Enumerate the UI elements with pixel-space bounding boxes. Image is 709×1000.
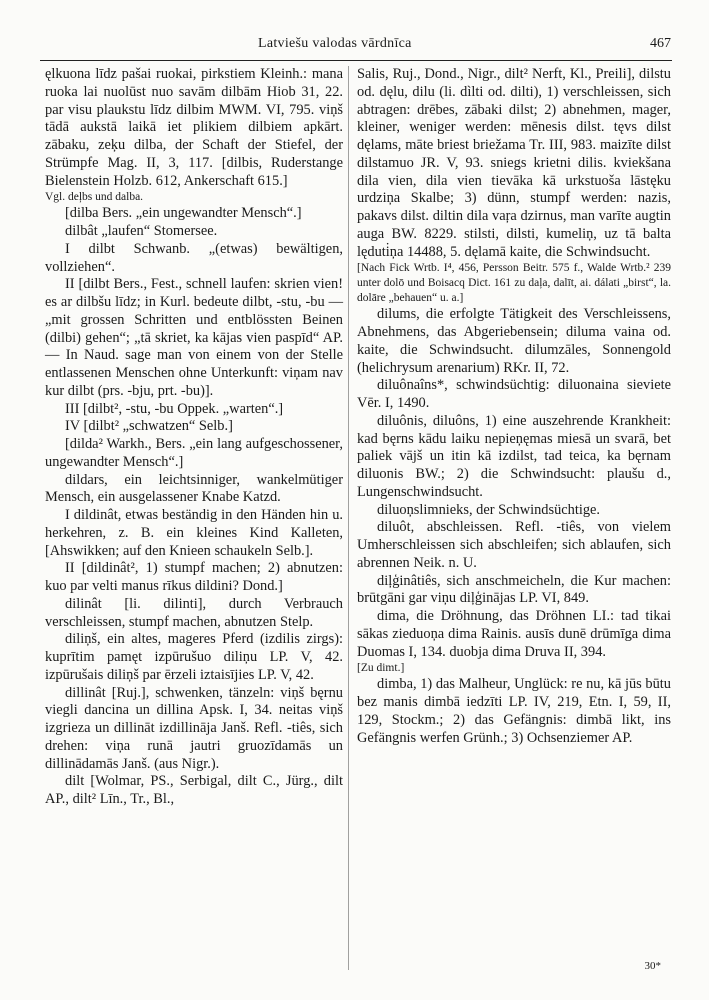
dictionary-entry: [dilda² Warkh., Bers. „ein lang aufgeschossener, ungewandter Mensch“.] [45, 436, 343, 470]
dictionary-entry: IV [dilbt² „schwatzen“ Selb.] [65, 418, 233, 435]
dictionary-entry: III [dilbt², -stu, -bu Oppek. „warten“.] [65, 400, 284, 417]
dictionary-entry: dimba, 1) das Malheur, Unglück: re nu, kā jūs būtu bez manis dimbā iedzīti LP. IV, 219, Etn. I, 59, II, 129, Stockm.; 2) das Gefängnis: dimbā likt, ins Gefängnis werfen Grünh.; 3) Ochsenziemer AP. [357, 676, 671, 746]
dictionary-entry: diluoņslimnieks, der Schwindsüchtige. [377, 501, 601, 518]
dictionary-entry: dildars, ein leichtsinniger, wankelmütiger Mensch, ein ausgelassener Knabe Katzd. [45, 471, 343, 506]
page-header [0, 36, 709, 58]
dictionary-entry: dima, die Dröhnung, das Dröhnen LI.: tad tikai sākas zieduoņa dima Rainis. ausīs dunē drūmīga dima Duomas I, 134. duobja dima Druva II, 394. [357, 608, 671, 660]
dictionary-entry: II [dildinât², 1) stumpf machen; 2) abnutzen: kuo par velti manus rīkus dildini? Dond.] [45, 560, 343, 594]
dictionary-entry: dilinât [li. dilinti], durch Verbrauch verschleissen, stumpf machen, abnutzen Stelp. [45, 595, 343, 630]
small-note: [Zu dimt.] [357, 662, 405, 675]
dictionary-entry: dillinât [Ruj.], schwenken, tänzeln: viņš bęrnu viegli dancina un dillina Apsk. I, 34. neitas viņš izgrieza un dillināt izdillināja Janš. Refl. -tiês, sich drehen: viņa runā jautri gruozīdamās un dillinādamās Janš. (aus Nigr.). [45, 684, 343, 772]
dictionary-entry: diliņš, ein altes, mageres Pferd (izdilis zirgs): kuprītim pamęt izpūrušuo diliņu LP. V, 42. izpūrušais diliņš par ērzeli iztaisījies LP. V, 42. [45, 631, 343, 683]
dictionary-entry: diluônaîns*, schwindsüchtig: diluonaina sieviete Vēr. I, 1490. [357, 377, 671, 411]
dictionary-entry: II [dilbt Bers., Fest., schnell laufen: skrien vien! es ar dilbšu līdz; in Kurl. bedeute dilbt, -stu, -bu — „mit grossen Schritten und entblössten Beinen (dilbi) gehen“; „tā skriet, ka kājas vien paspīd“ AP. — In Naud. sage man von einem von der Stelle entlassenen Menschen ohne Unterkunft: viņam nav kur dilbt (prs. -bju, prt. -bu)]. [45, 276, 343, 399]
dictionary-entry: diluôt, abschleissen. Refl. -tiês, von vielem Umherschleissen sich abschleifen; sich ablaufen, sich abrennen Neik. n. U. [357, 519, 671, 571]
header-rule [40, 60, 672, 61]
dictionary-entry: I dilbt Schwanb. „(etwas) bewältigen, vollziehen“. [45, 240, 343, 275]
column-divider [348, 66, 349, 970]
page-number: 467 [650, 36, 671, 51]
left-column [45, 66, 343, 809]
dictionary-entry: dilt [Wolmar, PS., Serbigal, dilt C., Jürg., dilt AP., dilt² Līn., Tr., Bl., [45, 773, 343, 807]
running-title: Latviešu valodas vārdnīca [258, 36, 412, 51]
right-column [357, 66, 671, 747]
dictionary-entry: diluônis, diluôns, 1) eine auszehrende Krankheit: kad bęrns kādu laiku nepieņęmas miesā un svarā, bet paliek vājš un itin kā izdilst, tad teica, ka bęrnam diluonis BW.; 2) die Schwindsucht: plaušu d., Lungenschwindsucht. [357, 412, 671, 500]
dictionary-entry: Salis, Ruj., Dond., Nigr., dilt² Nerft, Kl., Preili], dilstu od. dęlu, dilu (li. dìlti od. dilti), 1) verschleissen, sich abtragen: drēbes, zābaki dilst; 2) abnehmen, mager, kleiner, weniger werden: mēnesis dilst. tęvs dilst dęlams, māte briest briežama Tr. III, 983. maizīte dilst dilstamuo JR. V, 93. sniegs krietni dilis. kviekšana dila vien, dila vien tievāka kā urkstuoša lāstęku urdziņa Skalbe; 3) dünn, stumpf werden: nazis, pakavs dilst. diltin dila vaŗa dzirnus, man varīte augtin auga BW. 8229. stilsti, dilsti, kumeliņ, uz tā balta lęduti̇ņa 14488, 5. dęlamā kaite, die Schwindsucht. [357, 66, 671, 260]
small-note: Vgl. deļbs und dalba. [45, 191, 144, 204]
dictionary-entry: I dildinât, etwas beständig in den Händen hin u. herkehren, z. B. ein kleines Kind Kalleten, [Ahswikken; auf den Knieen schaukeln Selb.]. [45, 507, 343, 559]
dictionary-entry: dilums, die erfolgte Tätigkeit des Verschleissens, Abnehmens, das Abgeriebensein; diluma vaina od. kaite, die Schwindsucht. dilumzāles, Sonnengold (helichrysum arenarium) RKr. II, 72. [357, 306, 671, 376]
dictionary-entry: diļģinâtiês, sich anschmeicheln, die Kur machen: brūtgāni gar viņu diļģinājas LP. VI, 849. [357, 572, 671, 607]
dictionary-entry: ęlkuona līdz pašai ruokai, pirkstiem Kleinh.: mana ruoka lai nuolūst nuo savām dilbām Hiob 31, 22. par visu plaukstu līdz dilbim MWM. VI, 795. viņš tādā aukstā laikā iet plikiem dilbiem apkārt. zābaku, zeķu dilba, der Schaft der Stiefel, der Strümpfe Mag. II, 3, 117. [dilbis, Ruderstange Bielenstein Holzb. 612, Ankerschaft 615.] [45, 66, 343, 189]
signature-mark: 30* [644, 960, 661, 972]
dictionary-entry: dilbât „laufen“ Stomersee. [65, 223, 218, 239]
small-note: [Nach Fick Wrtb. I⁴, 456, Persson Beitr. 575 f., Walde Wrtb.² 239 unter dolō und Boisacq Dict. 161 zu daļa, dalīt, ai. dálati „birst“, la. dolāre „behauen“ u. a.] [357, 262, 671, 305]
dictionary-entry: [dilba Bers. „ein ungewandter Mensch“.] [65, 205, 302, 222]
